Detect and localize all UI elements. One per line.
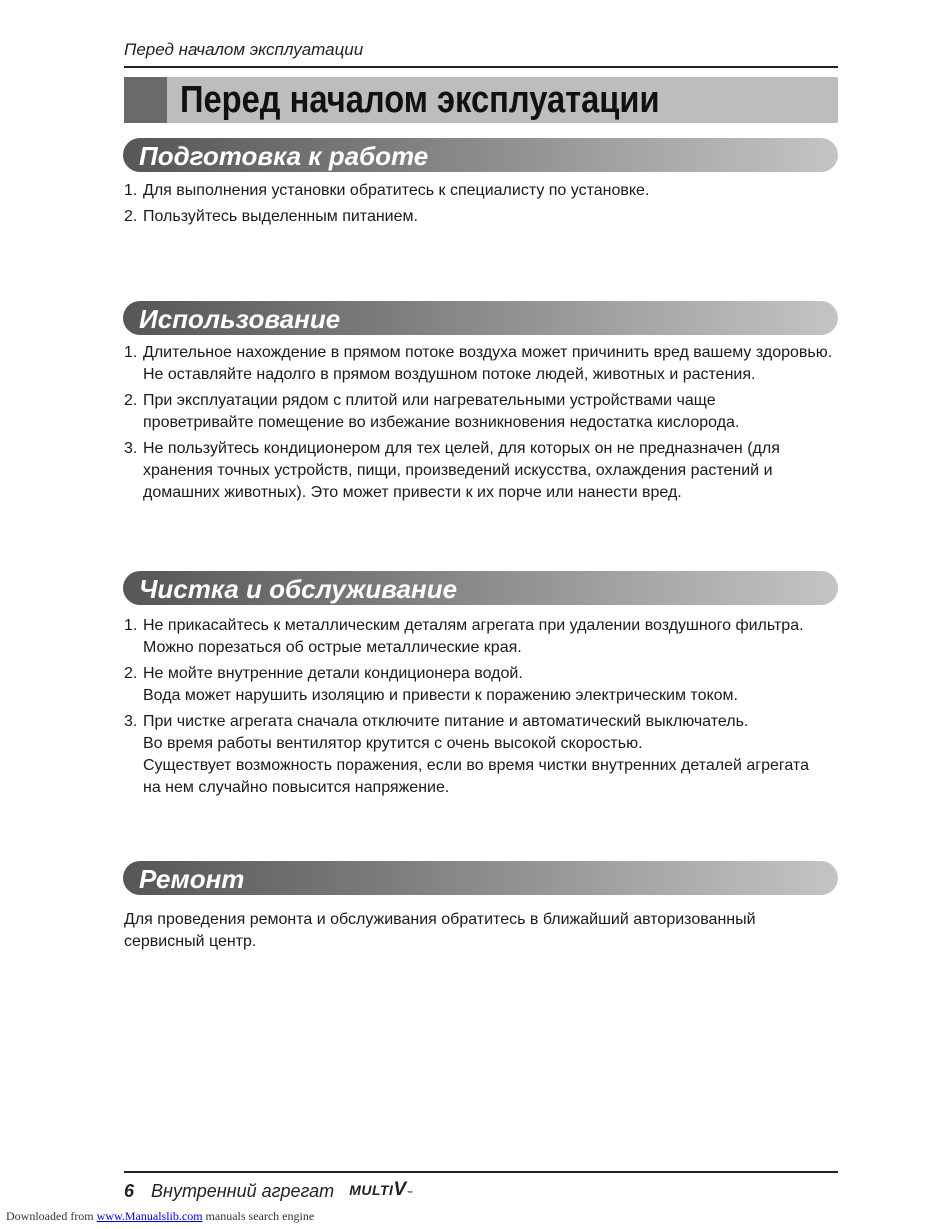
item-text: Не оставляйте надолго в прямом воздушном потоке людей, животных и растения.: [143, 366, 756, 383]
paragraph-line: сервисный центр.: [124, 933, 257, 950]
section-bar-usage: [123, 301, 838, 335]
list-item: [124, 390, 838, 434]
section-title: Чистка и обслуживание: [139, 574, 458, 604]
page-footer: [124, 1178, 413, 1202]
item-text: Пользуйтесь выделенным питанием.: [143, 208, 418, 225]
item-number: 3.: [124, 713, 138, 730]
list-item: [124, 615, 838, 659]
footer-text: Внутренний агрегат: [151, 1181, 335, 1201]
cleaning-list: [124, 615, 838, 803]
logo-trademark: ™: [406, 1191, 414, 1197]
preparation-list: [124, 180, 838, 232]
item-text: Длительное нахождение в прямом потоке воздуха может причинить вред вашему здоровью.: [143, 344, 833, 361]
item-text: Не мойте внутренние детали кондиционера водой.: [143, 665, 523, 682]
title-accent-block: [124, 77, 167, 123]
footer-rule: [124, 1171, 838, 1173]
usage-list: [124, 342, 838, 508]
multi-v-logo: [349, 1178, 413, 1206]
repair-paragraph: [124, 909, 838, 953]
page-number: 6: [124, 1181, 135, 1201]
download-suffix: manuals search engine: [205, 1209, 315, 1223]
section-bar-preparation: [123, 138, 838, 172]
item-number: 1.: [124, 182, 138, 199]
list-item: [124, 206, 838, 228]
section-bar-cleaning: [123, 571, 838, 605]
section-bar-repair: [123, 861, 838, 895]
item-text: Вода может нарушить изоляцию и привести к поражению электрическим током.: [143, 687, 738, 704]
section-title: Использование: [139, 304, 341, 334]
list-item: [124, 663, 838, 707]
item-number: 2.: [124, 208, 138, 225]
header-rule: [124, 66, 838, 68]
logo-text: MULTI: [349, 1182, 394, 1198]
running-header: Перед началом эксплуатации: [124, 40, 364, 59]
item-text: При эксплуатации рядом с плитой или нагревательными устройствами чаще: [143, 392, 716, 409]
download-prefix: Downloaded from: [6, 1209, 94, 1223]
item-text: Можно порезаться об острые металлические края.: [143, 639, 522, 656]
paragraph-line: Для проведения ремонта и обслуживания обратитесь в ближайший авторизованный: [124, 911, 756, 928]
list-item: [124, 438, 838, 504]
list-item: [124, 180, 838, 202]
item-text: Для выполнения установки обратитесь к специалисту по установке.: [143, 182, 650, 199]
item-number: 1.: [124, 617, 138, 634]
item-number: 1.: [124, 344, 138, 361]
section-title: Ремонт: [139, 864, 245, 894]
section-title: Подготовка к работе: [139, 141, 429, 171]
manualslib-link[interactable]: www.Manualslib.com: [96, 1209, 203, 1223]
item-number: 2.: [124, 392, 138, 409]
item-text: Не пользуйтесь кондиционером для тех целей, для которых он не предназначен (для: [143, 440, 780, 457]
page-title-bar: [124, 77, 838, 123]
item-text: проветривайте помещение во избежание возникновения недостатка кислорода.: [143, 414, 740, 431]
item-number: 2.: [124, 665, 138, 682]
list-item: [124, 342, 838, 386]
item-text: на нем случайно повысится напряжение.: [143, 779, 450, 796]
item-number: 3.: [124, 440, 138, 457]
item-text: хранения точных устройств, пищи, произведений искусства, охлаждения растений и: [143, 462, 773, 479]
item-text: Не прикасайтесь к металлическим деталям агрегата при удалении воздушного фильтра.: [143, 617, 804, 634]
download-note: [6, 1209, 314, 1224]
item-text: Во время работы вентилятор крутится с очень высокой скоростью.: [143, 735, 643, 752]
item-text: Существует возможность поражения, если во время чистки внутренних деталей агрегата: [143, 757, 809, 774]
item-text: домашних животных). Это может привести к их порче или нанести вред.: [143, 484, 682, 501]
page-title: Перед началом эксплуатации: [180, 79, 660, 121]
logo-letter: V: [393, 1179, 407, 1200]
item-text: При чистке агрегата сначала отключите питание и автоматический выключатель.: [143, 713, 749, 730]
list-item: [124, 711, 838, 799]
